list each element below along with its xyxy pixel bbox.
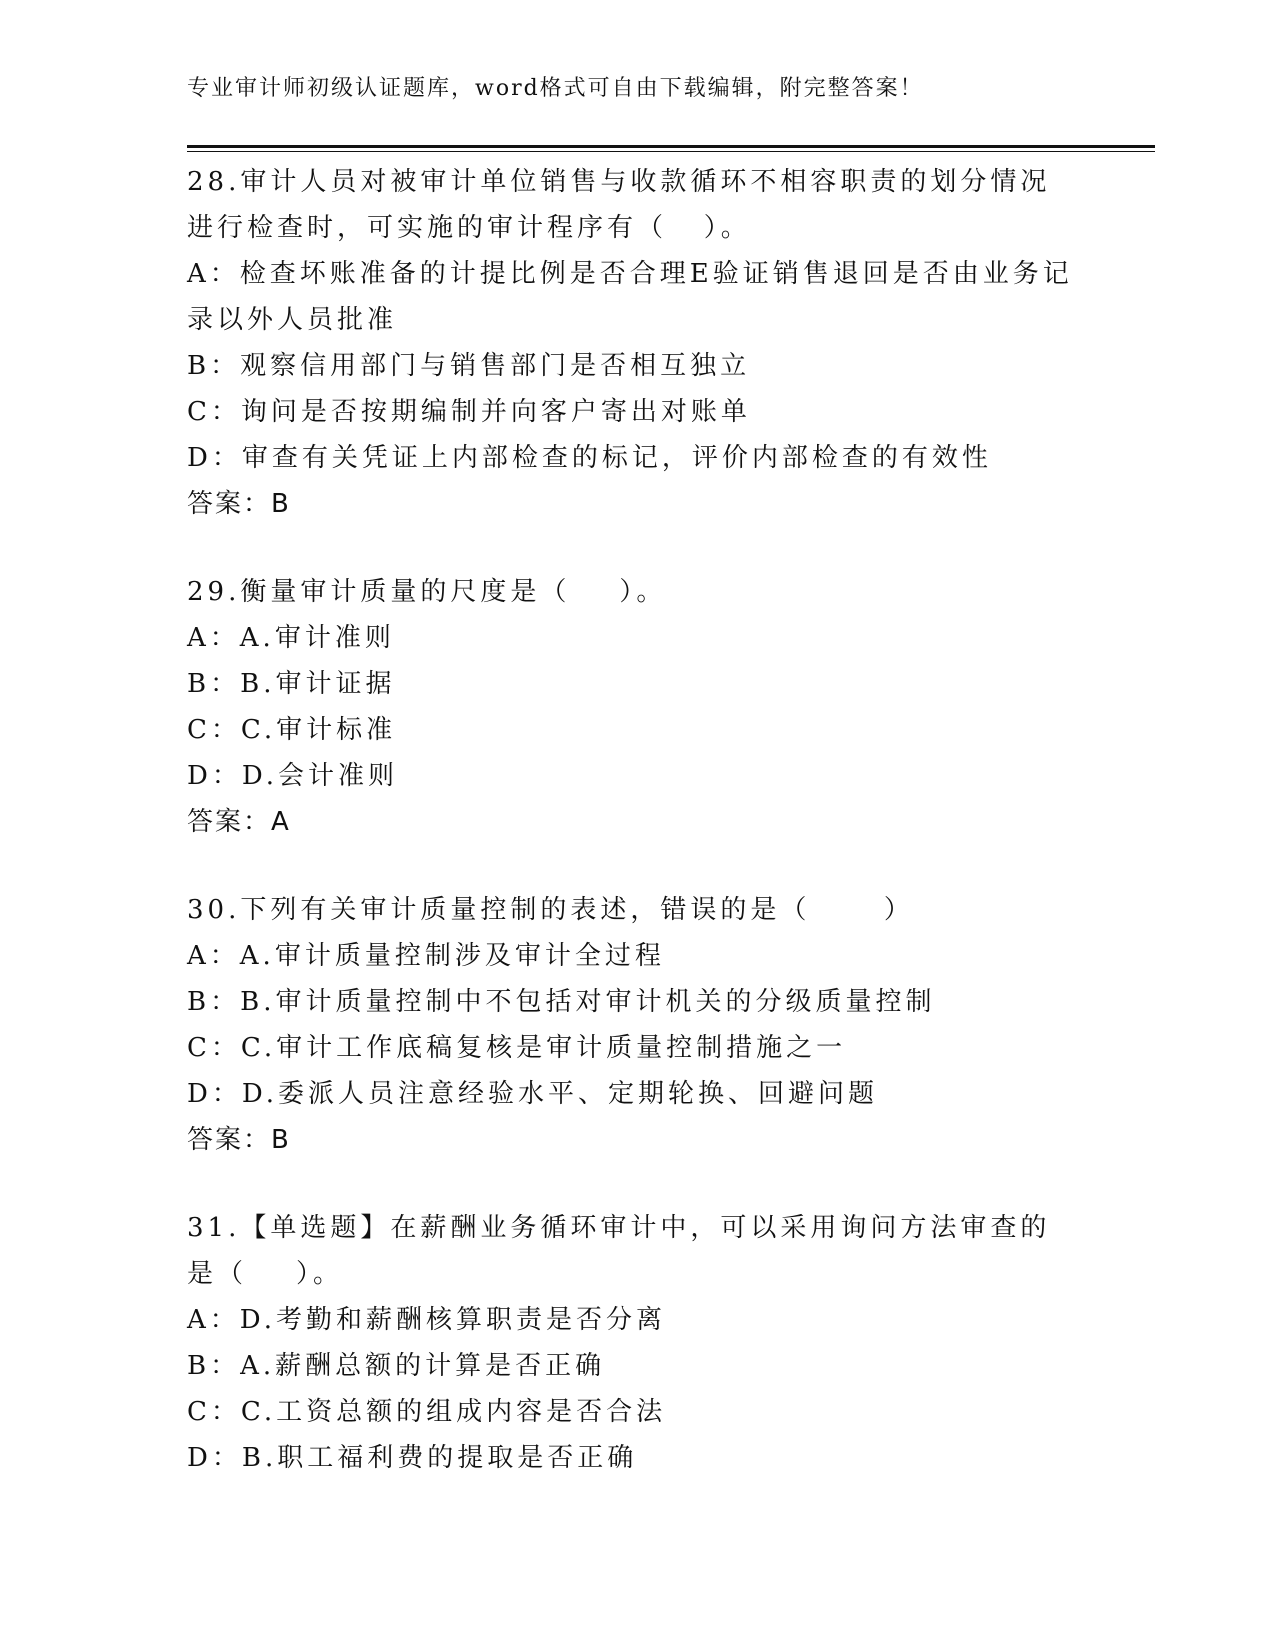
option-b: B：B.审计证据 xyxy=(187,669,396,699)
option-c: C：询问是否按期编制并向客户寄出对账单 xyxy=(187,397,751,427)
question-28 xyxy=(187,159,1087,527)
option-b: B：B.审计质量控制中不包括对审计机关的分级质量控制 xyxy=(187,987,936,1017)
question-stem: 30.下列有关审计质量控制的表述，错误的是（ ） xyxy=(187,895,914,925)
answer-line: 答案：A xyxy=(187,807,291,837)
option-d: D：审查有关凭证上内部检查的标记，评价内部检查的有效性 xyxy=(187,443,992,473)
option-c: C：C.审计工作底稿复核是审计质量控制措施之一 xyxy=(187,1033,847,1063)
option-d: D：D.会计准则 xyxy=(187,761,399,791)
option-c: C：C.审计标准 xyxy=(187,715,397,745)
option-a: A：A.审计质量控制涉及审计全过程 xyxy=(187,941,665,971)
option-a: A：D.考勤和薪酬核算职责是否分离 xyxy=(187,1305,666,1335)
option-d: D：B.职工福利费的提取是否正确 xyxy=(187,1443,638,1473)
question-29 xyxy=(187,569,1087,845)
question-list xyxy=(187,159,1087,1481)
question-31 xyxy=(187,1205,1087,1481)
page-header: 专业审计师初级认证题库，word格式可自由下载编辑，附完整答案！ xyxy=(187,76,924,101)
option-b: B：A.薪酬总额的计算是否正确 xyxy=(187,1351,606,1381)
option-a: A：检查坏账准备的计提比例是否合理E验证销售退回是否由业务记录以外人员批准 xyxy=(187,259,1073,335)
question-stem: 29.衡量审计质量的尺度是（ ）。 xyxy=(187,577,667,607)
option-d: D：D.委派人员注意经验水平、定期轮换、回避问题 xyxy=(187,1079,879,1109)
question-stem: 31.【单选题】在薪酬业务循环审计中，可以采用询问方法审查的是（ ）。 xyxy=(187,1213,1051,1289)
header-rule-thick xyxy=(187,145,1155,148)
answer-line: 答案：B xyxy=(187,489,291,519)
header-rule-thin xyxy=(187,151,1155,152)
answer-line: 答案：B xyxy=(187,1125,291,1155)
option-c: C：C.工资总额的组成内容是否合法 xyxy=(187,1397,667,1427)
option-b: B：观察信用部门与销售部门是否相互独立 xyxy=(187,351,751,381)
question-30 xyxy=(187,887,1087,1163)
option-a: A：A.审计准则 xyxy=(187,623,395,653)
question-stem: 28.审计人员对被审计单位销售与收款循环不相容职责的划分情况进行检查时，可实施的审计程序有（ ）。 xyxy=(187,167,1051,243)
